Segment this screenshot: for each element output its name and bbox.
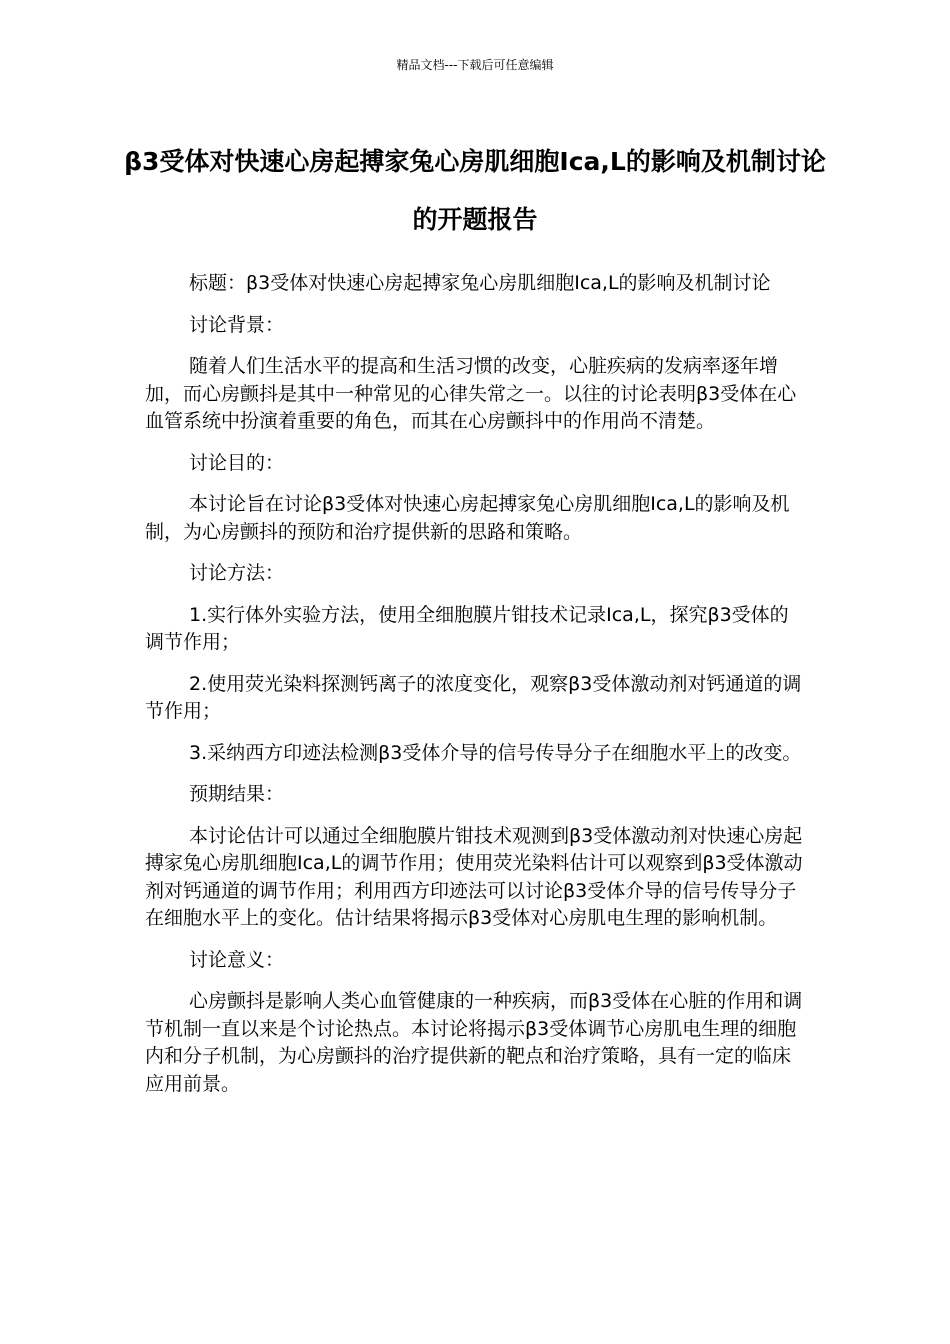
paragraph-purpose: 本讨论旨在讨论β3受体对快速心房起搏家兔心房肌细胞Ica,L的影响及机制，为心房颤抖的预防和治疗提供新的思路和策略。 <box>145 493 790 543</box>
paragraph-significance: 心房颤抖是影响人类心血管健康的一种疾病，而β3受体在心脏的作用和调节机制一直以来是个讨论热点。本讨论将揭示β3受体调节心房肌电生理的细胞内和分子机制，为心房颤抖的治疗提供新的靶点和治疗策略，具有一定的临床应用前景。 <box>145 990 803 1095</box>
heading-significance: 讨论意义： <box>189 948 285 971</box>
paragraph-method-2: 2.使用荧光染料探测钙离子的浓度变化，观察β3受体激动剂对钙通道的调节作用； <box>145 672 802 722</box>
paragraph-method-3: 3.采纳西方印迹法检测β3受体介导的信号传导分子在细胞水平上的改变。 <box>189 741 802 764</box>
paragraph-subject: 标题：β3受体对快速心房起搏家兔心房肌细胞Ica,L的影响及机制讨论 <box>189 272 771 294</box>
heading-background: 讨论背景： <box>189 313 285 336</box>
page-header: 精品文档---下载后可任意编辑 <box>396 58 554 72</box>
paragraph-background: 随着人们生活水平的提高和生活习惯的改变，心脏疾病的发病率逐年增加，而心房颤抖是其中一种常见的心律失常之一。以往的讨论表明β3受体在心血管系统中扮演着重要的角色，而其在心房颤抖中的作用尚不清楚。 <box>145 355 797 432</box>
paragraph-method-1: 1.实行体外实验方法，使用全细胞膜片钳技术记录Ica,L，探究β3受体的调节作用； <box>145 603 789 653</box>
heading-methods: 讨论方法： <box>189 562 285 584</box>
heading-purpose: 讨论目的： <box>189 451 285 474</box>
document-title: β3受体对快速心房起搏家兔心房肌细胞Ica,L的影响及机制讨论的开题报告 <box>124 147 826 234</box>
document-body <box>145 270 807 1112</box>
paragraph-expected-results: 本讨论估计可以通过全细胞膜片钳技术观测到β3受体激动剂对快速心房起搏家兔心房肌细胞Ica,L的调节作用；使用荧光染料估计可以观察到β3受体激动剂对钙通道的调节作用；利用西方印迹法可以讨论β3受体介导的信号传导分子在细胞水平上的变化。估计结果将揭示β3受体对心房肌电生理的影响机制。 <box>145 824 803 929</box>
heading-expected-results: 预期结果： <box>189 783 285 805</box>
